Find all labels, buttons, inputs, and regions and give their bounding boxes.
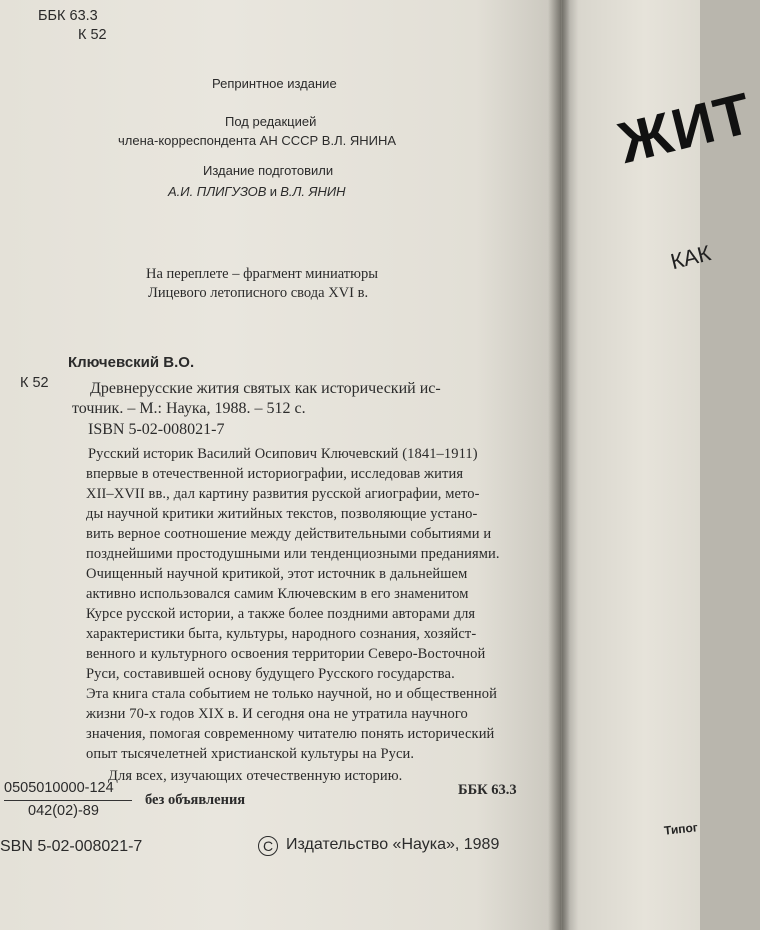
reprint-label: Репринтное издание: [212, 76, 337, 91]
catalog-author: Ключевский В.О.: [68, 354, 195, 371]
book-gutter: [548, 0, 570, 930]
cover-note-line1: На переплете – фрагмент миниатюры: [146, 266, 378, 282]
abstract-line: Эта книга стала событием не только научной, но и общественной: [86, 686, 497, 702]
prepared-label: Издание подготовили: [203, 163, 334, 178]
prepared-name-a: А.И. ПЛИГУЗОВ: [168, 184, 267, 199]
abstract-line: венного и культурного освоения территории Северо-Восточной: [86, 646, 486, 662]
abstract-line: впервые в отечественной историографии, исследовав жития: [86, 466, 464, 482]
footer-publisher: Издательство «Наука», 1989: [286, 836, 500, 853]
abstract-line: Русский историк Василий Осипович Ключевский (1841–1911): [88, 446, 478, 462]
footer-copyright: [258, 836, 499, 856]
footer-bbk: ББК 63.3: [458, 782, 517, 798]
footer-number-top: 0505010000-124: [4, 780, 114, 796]
catalog-isbn: ISBN 5-02-008021-7: [88, 421, 225, 438]
editor-name: члена-корреспондента АН СССР В.Л. ЯНИНА: [118, 133, 397, 148]
footer-isbn: SBN 5-02-008021-7: [0, 838, 143, 855]
abstract-line: активно использовался самим Ключевским в его знаменитом: [86, 586, 469, 602]
catalog-code-top: К 52: [78, 27, 107, 43]
abstract-line: опыт тысячелетней христианской культуры на Руси.: [86, 746, 415, 762]
right-page-footer: Типог: [663, 820, 699, 838]
footer-fraction-rule: [4, 800, 132, 801]
cover-note-line2: Лицевого летописного свода XVI в.: [148, 285, 369, 301]
prepared-and: и: [269, 184, 277, 199]
abstract-line: Руси, составившей основу будущего Русского государства.: [86, 666, 455, 682]
editor-label: Под редакцией: [225, 114, 317, 129]
catalog-code: К 52: [20, 375, 49, 391]
abstract-line: ды научной критики житийных текстов, позволяющие устано-: [86, 506, 478, 522]
catalog-title-line2: точник. – М.: Наука, 1988. – 512 с.: [72, 400, 306, 417]
prepared-name-b: В.Л. ЯНИН: [280, 184, 346, 199]
prepared-names: [168, 184, 346, 200]
copyright-icon: C: [258, 836, 278, 856]
catalog-title-line1: Древнерусские жития святых как исторический ис-: [90, 380, 441, 397]
footer-no-ads: без объявления: [145, 792, 246, 808]
abstract-line: вить верное соотношение между действительными событиями и: [86, 526, 492, 542]
abstract-line: значения, помогая современному читателю понять исторический: [86, 726, 495, 742]
abstract-line: характеристики быта, культуры, народного сознания, хозяйст-: [86, 626, 477, 642]
right-page-subtitle: КАК: [668, 240, 714, 275]
abstract-line: Очищенный научной критикой, этот источник в дальнейшем: [86, 566, 468, 582]
bbk-code-top: ББК 63.3: [38, 8, 98, 24]
footer-number-bottom: 042(02)-89: [28, 803, 99, 819]
abstract-line: позднейшими простодушными или тенденциозными преданиями.: [86, 546, 500, 562]
right-page-title: ЖИТ: [612, 80, 760, 177]
abstract-line: жизни 70-х годов XIX в. И сегодня она не утратила научного: [86, 706, 468, 722]
abstract-line: XII–XVII вв., дал картину развития русской агиографии, мето-: [86, 486, 480, 502]
abstract-line: Курсе русской истории, а также более поздними авторами для: [86, 606, 476, 622]
audience-note: Для всех, изучающих отечественную историю.: [108, 768, 403, 784]
